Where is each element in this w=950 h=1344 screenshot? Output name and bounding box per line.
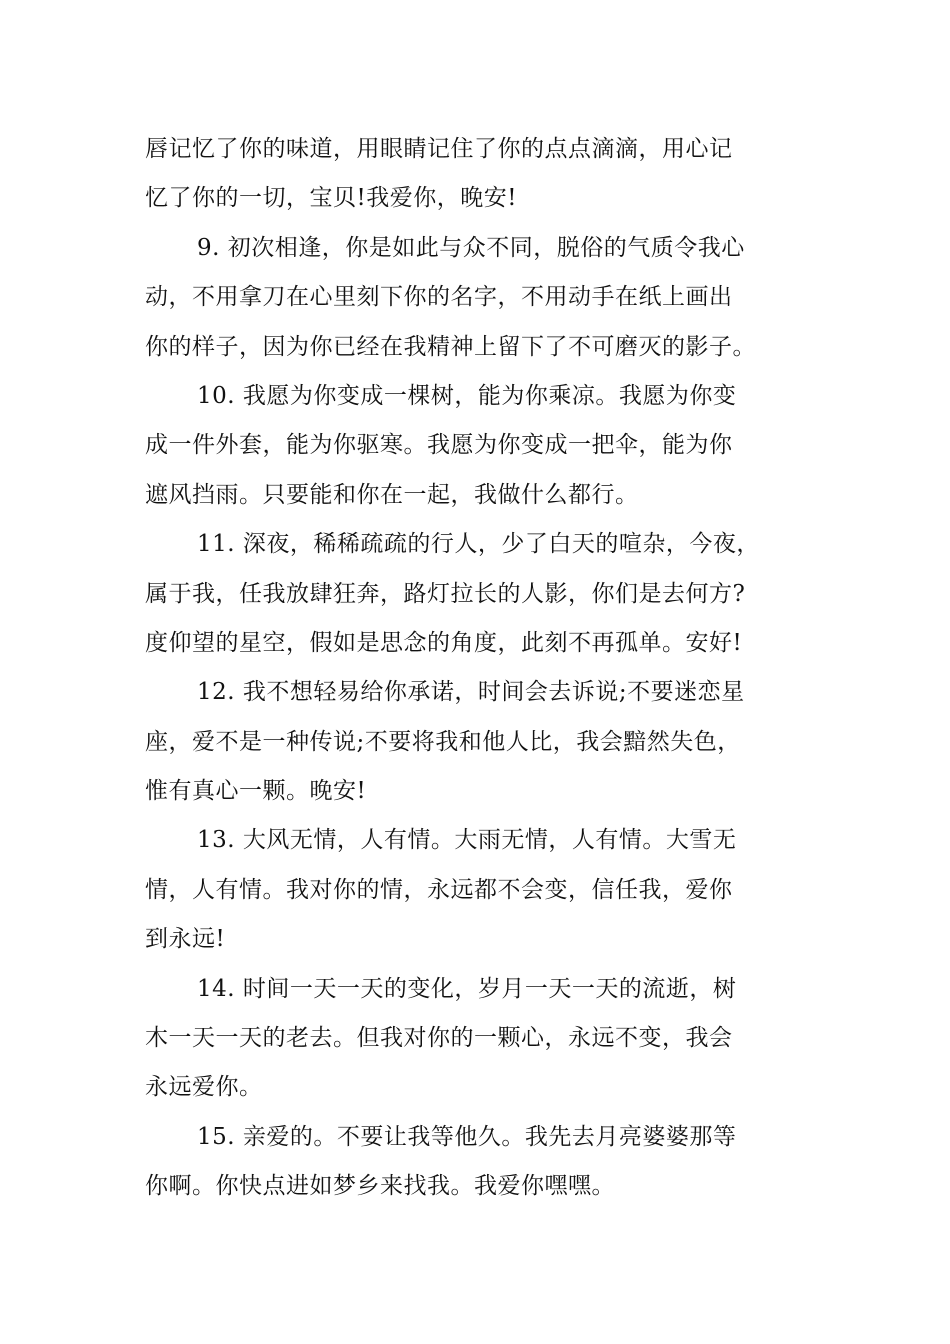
text-line: 座，爱不是一种传说;不要将我和他人比，我会黯然失色， [145, 728, 741, 755]
text-line: 忆了你的一切，宝贝!我爱你，晚安! [145, 185, 517, 212]
text-line: 遮风挡雨。只要能和你在一起，我做什么都行。 [145, 481, 639, 508]
text-line: 永远爱你。 [145, 1074, 263, 1101]
text-line: 到永远! [145, 926, 226, 953]
text-line: 你啊。你快点进如梦乡来找我。我爱你嘿嘿。 [145, 1173, 615, 1200]
text-line: 惟有真心一颗。晚安! [145, 778, 367, 805]
paragraph-13-start: 13. 大风无情，人有情。大雨无情，人有情。大雪无 [197, 827, 737, 854]
text-line: 情，人有情。我对你的情，永远都不会变，信任我，爱你 [145, 876, 733, 903]
paragraph-10-start: 10. 我愿为你变成一棵树，能为你乘凉。我愿为你变 [197, 382, 737, 409]
text-line: 成一件外套，能为你驱寒。我愿为你变成一把伞，能为你 [145, 432, 733, 459]
paragraph-15-start: 15. 亲爱的。不要让我等他久。我先去月亮婆婆那等 [197, 1123, 737, 1150]
text-line: 唇记忆了你的味道，用眼睛记住了你的点点滴滴，用心记 [145, 136, 733, 162]
document-body [145, 125, 810, 1212]
text-line: 动，不用拿刀在心里刻下你的名字，不用动手在纸上画出 [145, 284, 733, 311]
text-line: 你的样子，因为你已经在我精神上留下了不可磨灭的影子。 [145, 333, 756, 360]
text-line: 木一天一天的老去。但我对你的一颗心，永远不变，我会 [145, 1025, 733, 1052]
text-line: 属于我，任我放肆狂奔，路灯拉长的人影，你们是去何方? [145, 580, 746, 607]
paragraph-14-start: 14. 时间一天一天的变化，岁月一天一天的流逝，树 [197, 975, 737, 1002]
paragraph-9-start: 9. 初次相逢，你是如此与众不同，脱俗的气质令我心 [197, 234, 745, 261]
paragraph-11-start: 11. 深夜，稀稀疏疏的行人，少了白天的喧杂，今夜， [197, 531, 760, 558]
text-line: 度仰望的星空，假如是思念的角度，此刻不再孤单。安好! [145, 629, 743, 656]
paragraph-12-start: 12. 我不想轻易给你承诺，时间会去诉说;不要迷恋星 [197, 679, 745, 706]
